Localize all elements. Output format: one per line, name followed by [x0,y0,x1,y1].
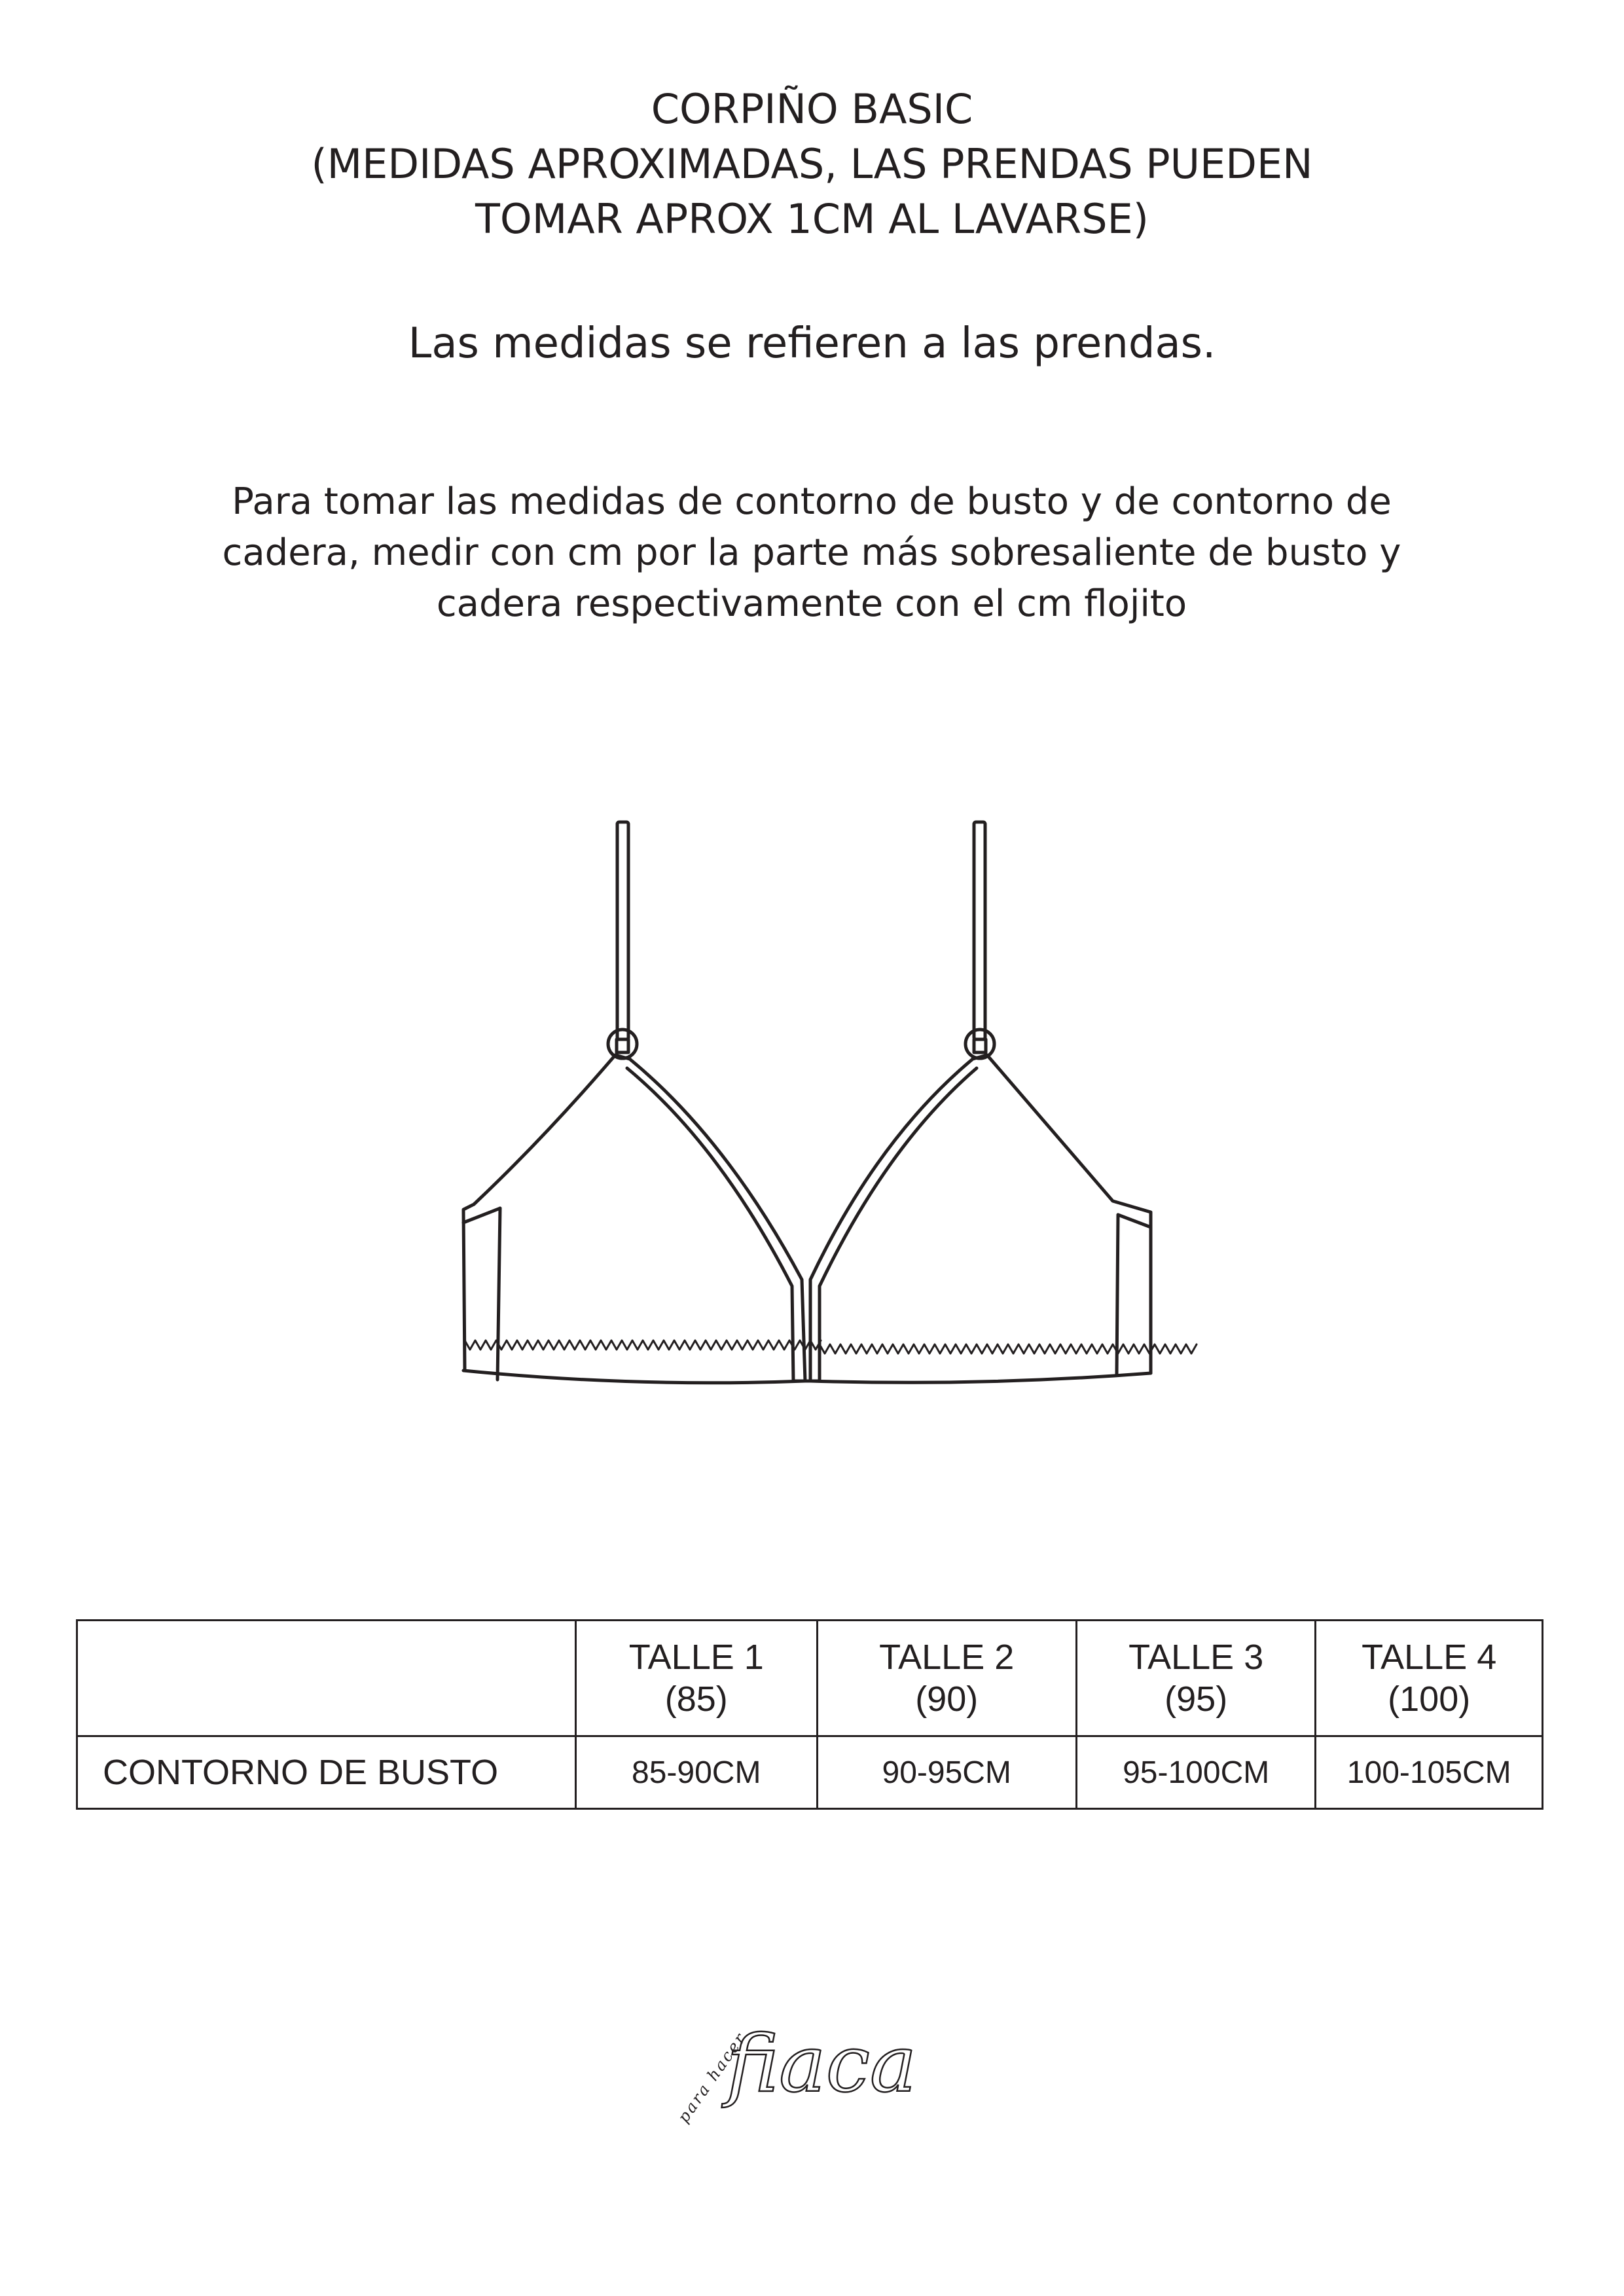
instructions [196,476,1427,630]
document-title: CORPIÑO BASIC [651,85,973,133]
measurement-note-line-1: (MEDIDAS APROXIMADAS, LAS PRENDAS PUEDEN [311,140,1313,188]
title-block [0,82,1624,247]
underband [463,1371,1151,1383]
size-header-sub: (95) [1164,1679,1228,1719]
size-header-name: TALLE 2 [879,1638,1015,1677]
measurement-note-line-2: TOMAR APROX 1CM AL LAVARSE) [475,195,1149,243]
table-header-row [77,1621,1543,1736]
logo-wordmark: fiaca [727,2019,917,2110]
size-table [76,1619,1543,1810]
table-row [77,1736,1543,1809]
left-cup [463,1055,805,1381]
size-header-sub: (85) [664,1679,728,1719]
bralette-illustration [419,798,1204,1427]
zigzag-stitch [465,1340,1197,1354]
table-cell: 90-95CM [817,1736,1076,1809]
table-cell: 100-105CM [1316,1736,1543,1809]
subtitle: Las medidas se refieren a las prendas. [408,319,1216,368]
size-header-name: TALLE 4 [1362,1638,1497,1677]
table-cell: 95-100CM [1076,1736,1316,1809]
size-header-sub: (90) [915,1679,979,1719]
instructions-line-1: Para tomar las medidas de contorno de busto y de contorno de [232,480,1392,523]
instructions-line-3: cadera respectivamente con el cm flojito [436,583,1187,625]
right-cup [810,1055,1151,1381]
row-label: CONTORNO DE BUSTO [77,1736,576,1809]
size-header [576,1621,818,1736]
instructions-line-2: cadera, medir con cm por la parte más sobresaliente de busto y [222,531,1401,574]
size-header [1316,1621,1543,1736]
size-header-sub: (100) [1388,1679,1471,1719]
size-header-name: TALLE 1 [628,1638,764,1677]
size-header [817,1621,1076,1736]
table-corner-cell [77,1621,576,1736]
fiaca-logo [655,1983,956,2134]
right-strap [974,822,985,1039]
logo-tagline: para hacer [674,2028,750,2126]
size-header [1076,1621,1316,1736]
table-cell: 85-90CM [576,1736,818,1809]
left-strap [617,822,628,1039]
size-header-name: TALLE 3 [1128,1638,1264,1677]
